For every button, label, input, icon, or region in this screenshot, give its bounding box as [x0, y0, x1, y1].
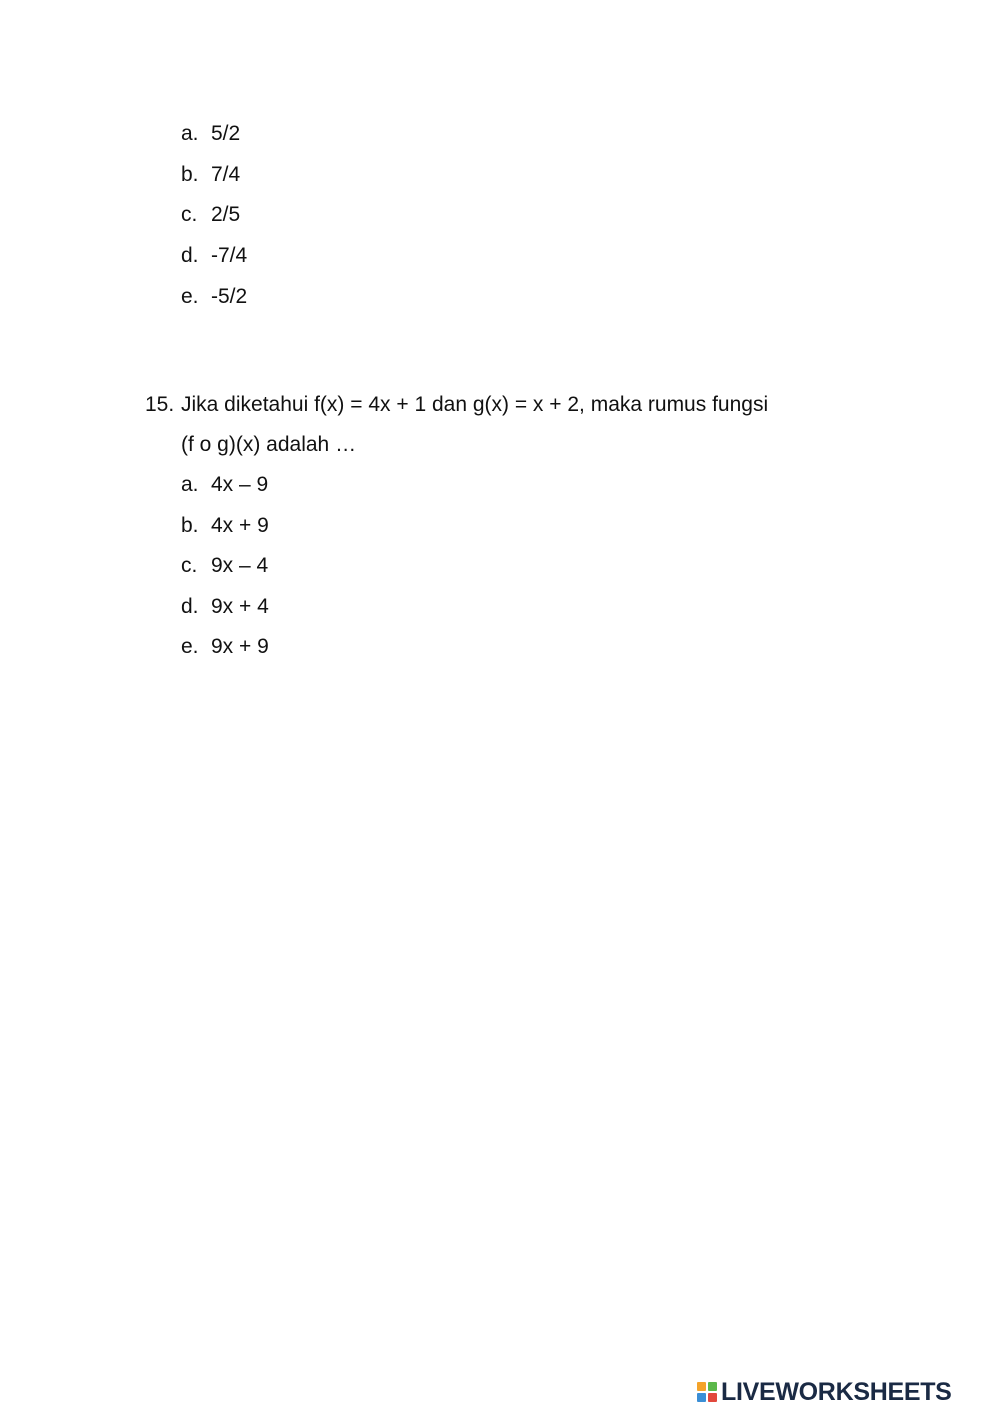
option-letter: a. [181, 122, 199, 145]
option-letter: e. [181, 635, 199, 658]
logo-square-icon [697, 1393, 706, 1402]
option-letter: a. [181, 473, 199, 496]
option-text: 9x + 9 [211, 635, 269, 658]
option-letter: c. [181, 554, 198, 577]
logo-squares-icon [697, 1382, 717, 1402]
logo-square-icon [708, 1393, 717, 1402]
question-text: (f o g)(x) adalah … [181, 433, 357, 456]
option-text: 2/5 [211, 203, 241, 226]
option-text: -5/2 [211, 285, 248, 308]
question-number: 15. [145, 393, 175, 416]
option-text: 5/2 [211, 122, 241, 145]
option-text: 4x + 9 [211, 514, 269, 537]
question-text: Jika diketahui f(x) = 4x + 1 dan g(x) = x + 2, maka rumus fungsi [181, 393, 769, 416]
option-letter: e. [181, 285, 199, 308]
option-letter: b. [181, 514, 199, 537]
option-text: 9x + 4 [211, 595, 269, 618]
logo-square-icon [708, 1382, 717, 1391]
liveworksheets-logo [697, 1377, 992, 1407]
option-letter: c. [181, 203, 198, 226]
option-letter: b. [181, 163, 199, 186]
option-text: 7/4 [211, 163, 241, 186]
option-text: 4x – 9 [211, 473, 269, 496]
option-text: 9x – 4 [211, 554, 269, 577]
option-text: -7/4 [211, 244, 248, 267]
brand-name: LIVEWORKSHEETS [721, 1377, 952, 1406]
logo-square-icon [697, 1382, 706, 1391]
option-letter: d. [181, 244, 199, 267]
option-letter: d. [181, 595, 199, 618]
